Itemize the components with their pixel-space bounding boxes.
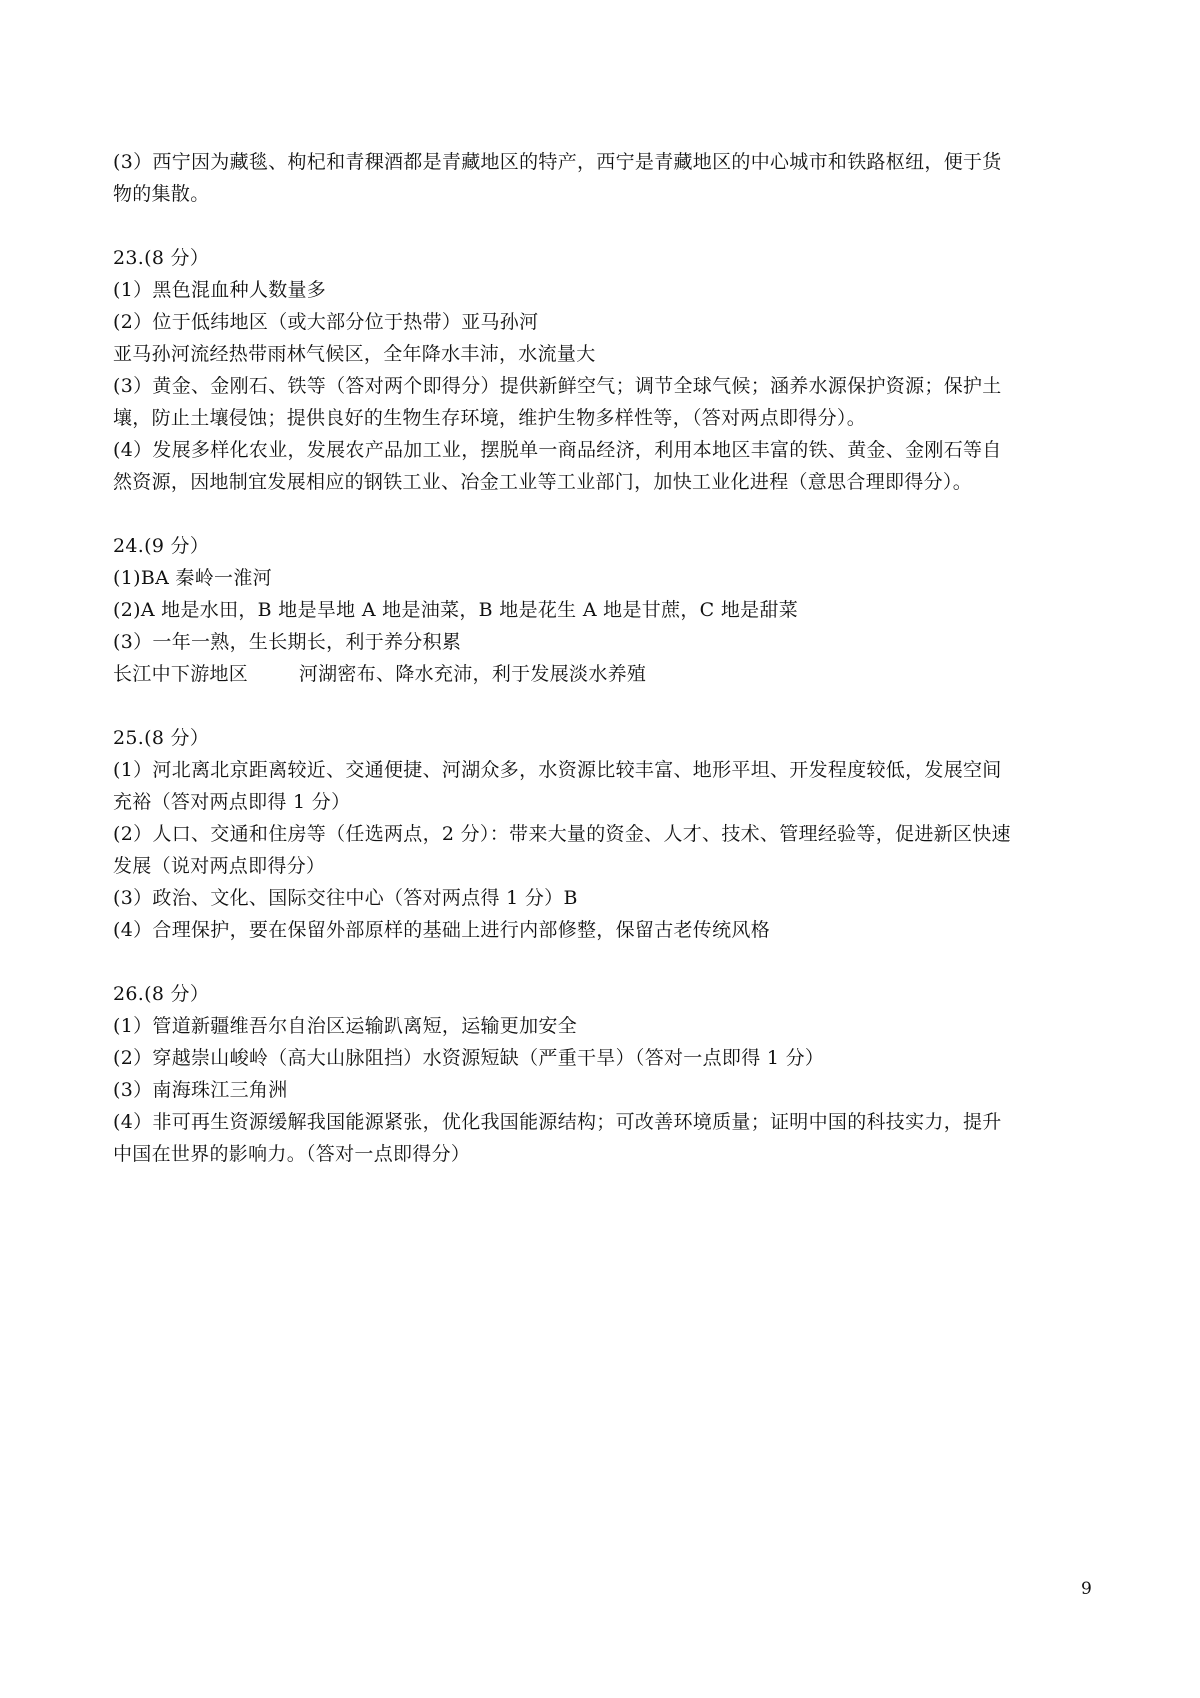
text-line: (2）人口、交通和住房等（任选两点，2 分）：带来大量的资金、人才、技术、管理经验等，促进新区快速 [113, 823, 1011, 845]
section-q26 [113, 978, 1098, 1170]
answer-content [113, 146, 1098, 1170]
question-heading: 26.(8 分） [113, 983, 210, 1005]
text-line: 亚马孙河流经热带雨林气候区，全年降水丰沛，水流量大 [113, 343, 596, 365]
section-q23 [113, 242, 1098, 498]
question-heading: 25.(8 分） [113, 727, 210, 749]
text-line: 物的集散。 [113, 183, 210, 205]
text-line: (3）一年一熟，生长期长，利于养分积累 [113, 631, 462, 653]
section-q25 [113, 722, 1098, 946]
text-line: 长江中下游地区 河湖密布、降水充沛，利于发展淡水养殖 [113, 663, 647, 685]
text-line: (4）合理保护，要在保留外部原样的基础上进行内部修整，保留古老传统风格 [113, 919, 771, 941]
text-line: (4）非可再生资源缓解我国能源紧张，优化我国能源结构；可改善环境质量；证明中国的科技实力，提升 [113, 1111, 1002, 1133]
text-line: 充裕（答对两点即得 1 分） [113, 791, 351, 813]
text-line: 中国在世界的影响力。（答对一点即得分） [113, 1143, 471, 1165]
text-line: (3）西宁因为藏毯、枸杞和青稞酒都是青藏地区的特产，西宁是青藏地区的中心城市和铁路枢纽，便于货 [113, 151, 1002, 173]
question-heading: 24.(9 分） [113, 535, 210, 557]
text-line: (1）管道新疆维吾尔自治区运输趴离短，运输更加安全 [113, 1015, 578, 1037]
text-line: (2)A 地是水田，B 地是旱地 A 地是油菜，B 地是花生 A 地是甘蔗，C 地是甜菜 [113, 599, 799, 621]
section-q22-part3 [113, 146, 1098, 210]
text-line: 发展（说对两点即得分） [113, 855, 326, 877]
question-heading: 23.(8 分） [113, 247, 210, 269]
text-line: (3）政治、文化、国际交往中心（答对两点得 1 分）B [113, 887, 578, 909]
text-line: (3）南海珠江三角洲 [113, 1079, 288, 1101]
text-line: (2）穿越崇山峻岭（高大山脉阻挡）水资源短缺（严重干旱）（答对一点即得 1 分） [113, 1047, 825, 1069]
text-line: (1）河北离北京距离较近、交通便捷、河湖众多，水资源比较丰富、地形平坦、开发程度较低，发展空间 [113, 759, 1002, 781]
page-number: 9 [1081, 1579, 1092, 1599]
section-q24 [113, 530, 1098, 690]
text-line: (1)BA 秦岭一淮河 [113, 567, 272, 589]
text-line: (3）黄金、金刚石、铁等（答对两个即得分）提供新鲜空气；调节全球气候；涵养水源保护资源；保护土 [113, 375, 1002, 397]
text-line: (4）发展多样化农业，发展农产品加工业，摆脱单一商品经济，利用本地区丰富的铁、黄金、金刚石等自 [113, 439, 1002, 461]
text-line: 然资源，因地制宜发展相应的钢铁工业、冶金工业等工业部门，加快工业化进程（意思合理即得分）。 [113, 471, 973, 493]
text-line: 壤，防止土壤侵蚀；提供良好的生物生存环境，维护生物多样性等，（答对两点即得分）。 [113, 407, 867, 429]
text-line: (1）黑色混血种人数量多 [113, 279, 327, 301]
text-line: (2）位于低纬地区（或大部分位于热带）亚马孙河 [113, 311, 539, 333]
